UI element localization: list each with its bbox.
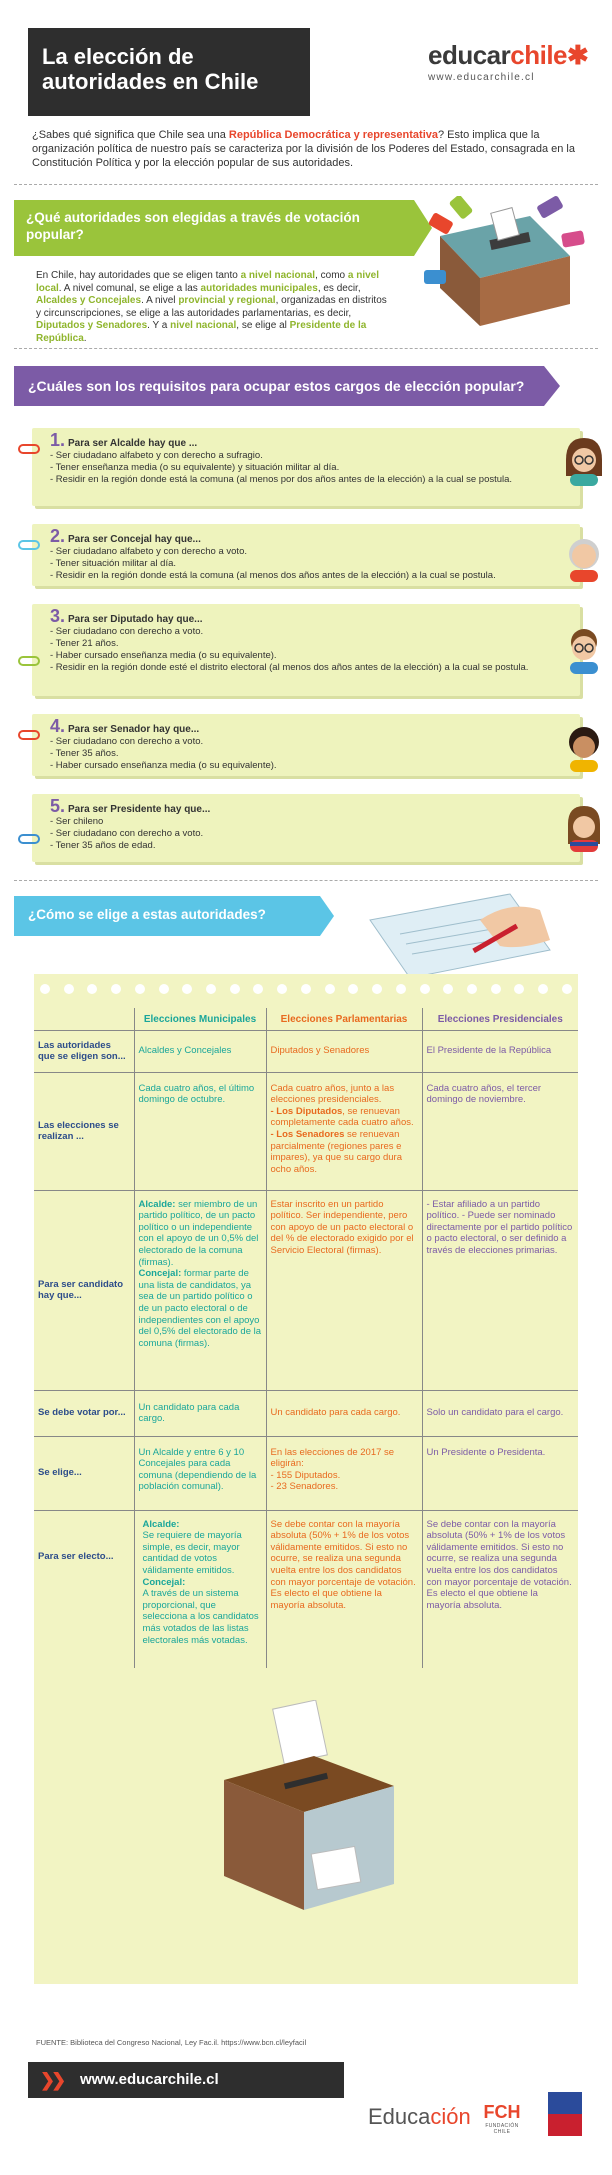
section3-heading: ¿Cómo se elige a estas autoridades? (14, 896, 320, 936)
cell: Un Alcalde y entre 6 y 10 Concejales para cada comuna (dependiendo de la población comunal). (134, 1436, 266, 1510)
col-header-parlamentarias: Elecciones Parlamentarias (266, 1008, 422, 1030)
corner-cell (34, 1008, 134, 1030)
title-line-2: autoridades en Chile (42, 69, 259, 94)
col-header-municipales: Elecciones Municipales (134, 1008, 266, 1030)
row-label: Para ser candidato hay que... (38, 1278, 124, 1302)
table-header-row (34, 1008, 578, 1030)
fundacion-chile-logo (478, 2102, 526, 2134)
edu-text-b: ción (430, 2104, 471, 2129)
intro-highlight: República Democrática y representativa (228, 129, 438, 141)
cell (266, 1072, 422, 1190)
card-title: Para ser Diputado hay que... (68, 614, 203, 625)
text: Cada cuatro años, junto a las elecciones presidenciales. (270, 1082, 395, 1106)
col-header-presidenciales: Elecciones Presidenciales (422, 1008, 578, 1030)
row-label: Para ser electo... (38, 1550, 114, 1562)
card-number: 2. (50, 526, 66, 546)
card-line: - Ser ciudadano con derecho a voto. (50, 736, 204, 747)
card-line: - Residir en la región donde está la comuna (al menos dos años antes de la elección) a la cual se postula. (50, 570, 496, 581)
card-title: Para ser Senador hay que... (68, 724, 200, 735)
table-row (34, 1072, 578, 1190)
table-row (34, 1436, 578, 1510)
fch-subtext: FUNDACIÓN CHILE (485, 2123, 519, 2135)
cell (266, 1436, 422, 1510)
s1-h2: a nivel local (36, 270, 380, 294)
paperclip-icon (18, 834, 40, 844)
cell: Un candidato para cada cargo. (134, 1390, 266, 1436)
card-number: 5. (50, 796, 66, 816)
card-line: - Ser ciudadano con derecho a voto. (50, 626, 204, 637)
card-line: - Residir en la región donde esté el distrito electoral (al menos dos años antes de la elección) a la cual se postula. (50, 662, 529, 673)
card-line: - Tener 35 años. (50, 748, 119, 759)
logo-url: www.educarchile.cl (428, 72, 535, 83)
section2-heading: ¿Cuáles son los requisitos para ocupar estos cargos de elección popular? (14, 366, 544, 406)
intro-text-2: ? Esto implica que la organización política de nuestro país se caracteriza por la división de los Poderes del Estado, consagrada en la Constitución Política y por la elección popular de sus autoridades. (32, 129, 575, 169)
paperclip-icon (18, 540, 40, 550)
s1-h7: nivel nacional (170, 320, 237, 331)
text: , se renuevan completamente cada cuatro años. (270, 1105, 414, 1129)
edu-text-a: Educa (368, 2104, 431, 2129)
woman-dark-hair-avatar-icon (562, 722, 606, 772)
card-line: - Ser ciudadano alfabeto y con derecho a voto. (50, 546, 247, 557)
text: Se requiere de mayoría simple, es decir, mayor cantidad de votos válidamente emitidos. (142, 1530, 242, 1576)
ballot-box-hands-illustration (420, 196, 590, 338)
cell: - Estar afiliado a un partido político. - Puede ser nominado directamente por el partido político o pacto electoral, o ser definido a través de elecciones primarias. (422, 1190, 578, 1390)
text: ser miembro de un partido político, de un pacto político o un independiente con el apoyo de un 0,5% del electorado de la comuna (firmas). (138, 1198, 259, 1268)
cell: Se debe contar con la mayoría absoluta (50% + 1% de los votos válidamente emitidos. Si esto no ocurre, se realiza una segunda vuelta entre los dos candidatos con mayor porcentaje de votación. Es electo el que obtiene la mayoría absoluta. (422, 1510, 578, 1668)
table-row (34, 1030, 578, 1072)
s1-t1: En Chile, hay autoridades que se eligen tanto (36, 270, 241, 281)
notebook-holes (40, 984, 572, 996)
table-row (34, 1390, 578, 1436)
card-number: 4. (50, 716, 66, 736)
elections-table (34, 1008, 578, 1668)
text: Concejal: (142, 1576, 186, 1588)
cell: Cada cuatro años, el tercer domingo de noviembre. (422, 1072, 578, 1190)
intro-paragraph (32, 128, 592, 170)
ministerio-educacion-logo (548, 2092, 582, 2136)
card-number: 3. (50, 606, 66, 626)
educacion-logo (368, 2104, 471, 2130)
cell: Alcaldes y Concejales (134, 1030, 266, 1072)
divider (14, 184, 598, 185)
cell (134, 1190, 266, 1390)
cell: Cada cuatro años, el último domingo de octubre. (134, 1072, 266, 1190)
card-line: - Tener 21 años. (50, 638, 119, 649)
paperclip-icon (18, 730, 40, 740)
double-chevron-icon: ❯❯ (40, 2070, 63, 2090)
man-glasses-avatar-icon (562, 624, 606, 674)
card-line: - Ser ciudadano alfabeto y con derecho a sufragio. (50, 450, 263, 461)
card-line: - Haber cursado enseñanza media (o su equivalente). (50, 650, 277, 661)
text: - Los Senadores (270, 1128, 345, 1140)
requirement-card-presidente (32, 794, 580, 862)
fch-text: FCH (483, 2102, 521, 2122)
cell: Solo un candidato para el cargo. (422, 1390, 578, 1436)
ballot-box-illustration (214, 1700, 404, 1930)
row-label: Las autoridades que se eligen son... (38, 1039, 126, 1063)
s1-h5: provincial y regional (178, 295, 276, 306)
intro-text-1: ¿Sabes qué significa que Chile sea una (32, 129, 229, 141)
text: A través de un sistema proporcional, que selecciona a los candidatos más votados de las listas electorales más votadas. (142, 1588, 259, 1646)
s1-h3: autoridades municipales (200, 282, 318, 294)
paperclip-icon (18, 656, 40, 666)
page-title (28, 28, 310, 116)
cell: Diputados y Senadores (266, 1030, 422, 1072)
card-line: - Haber cursado enseñanza media (o su equivalente). (50, 760, 277, 771)
card-title: Para ser Alcalde hay que ... (68, 438, 198, 449)
source-citation: FUENTE: Biblioteca del Congreso Nacional, Ley Fac.il. https://www.bcn.cl/leyfacil (36, 2038, 307, 2047)
hand-writing-document-illustration (360, 880, 560, 980)
card-title: Para ser Concejal hay que... (68, 534, 201, 545)
cell (134, 1510, 266, 1668)
s1-t8: , se elige al (236, 320, 290, 331)
card-line: - Tener enseñanza media (o su equivalente) y situación militar al día. (50, 462, 340, 473)
requirement-card-diputado (32, 604, 580, 696)
row-label: Se debe votar por... (38, 1407, 126, 1419)
footer-url-link[interactable] (28, 2062, 344, 2098)
row-label: Se elige... (38, 1467, 82, 1479)
card-line: - Tener situación militar al día. (50, 558, 177, 569)
text: se renuevan parcialmente (regiones pares e impares), ya que su cargo dura ocho años. (270, 1128, 402, 1175)
s1-t7: . Y a (147, 320, 171, 331)
card-number: 1. (50, 430, 66, 450)
s1-t2: , como (315, 270, 348, 281)
cell: Un candidato para cada cargo. (266, 1390, 422, 1436)
text: Alcalde: (138, 1198, 176, 1210)
requirement-card-senador (32, 714, 580, 776)
cell: Un Presidente o Presidenta. (422, 1436, 578, 1510)
woman-president-avatar-icon (562, 802, 606, 852)
text: Concejal: (138, 1268, 182, 1280)
s1-h8: Presidente de la República (36, 320, 367, 344)
requirement-card-concejal (32, 524, 580, 586)
card-line: - Residir en la región donde está la comuna (al menos por dos años antes de la elección) a la cual se postula. (50, 474, 513, 485)
table-row (34, 1190, 578, 1390)
logo-text-a: educar (428, 40, 511, 70)
card-line: - Tener 35 años de edad. (50, 840, 156, 851)
logo-star-icon: ✱ (567, 40, 589, 70)
text: formar parte de una lista de candidatos, ya sea de un partido político o de un pacto electoral o de independientes con el apoyo del 0,5% del electorado de la comuna (firmas). (138, 1268, 262, 1349)
paperclip-icon (18, 444, 40, 454)
section1-paragraph (36, 270, 391, 345)
s1-t4: , es decir, (317, 282, 361, 294)
logo-text-b: chile (510, 40, 568, 70)
text: En las elecciones de 2017 se eligirán: (270, 1446, 395, 1470)
table-row (34, 1510, 578, 1668)
s1-t3: . A nivel comunal, se elige a las (58, 282, 201, 294)
requirement-card-alcalde (32, 428, 580, 506)
s1-t5: . A nivel (141, 295, 179, 306)
title-line-1: La elección de (42, 44, 194, 69)
text: Alcalde: (142, 1518, 180, 1530)
s1-t9: . (83, 332, 87, 344)
cell: El Presidente de la República (422, 1030, 578, 1072)
cell: Se debe contar con la mayoría absoluta (50% + 1% de los votos válidamente emitidos. Si esto no ocurre, se realiza una segunda vuelta entre los dos candidatos con mayor porcentaje de votación. Es electo el que obtiene la mayoría absoluta. (266, 1510, 422, 1668)
educarchile-logo[interactable] (428, 40, 598, 88)
cell: Estar inscrito en un partido político. Ser independiente, pero con apoyo de un pacto electoral o del % de electorado exigido por el Servicio Electoral (firmas). (266, 1190, 422, 1390)
older-man-avatar-icon (562, 532, 606, 582)
text: - 155 Diputados. (270, 1469, 341, 1481)
card-title: Para ser Presidente hay que... (68, 804, 211, 815)
divider (14, 348, 598, 349)
section1-heading: ¿Qué autoridades son elegidas a través de votación popular? (14, 200, 414, 256)
text: - Los Diputados (270, 1105, 343, 1117)
text: - 23 Senadores. (270, 1481, 339, 1493)
s1-t6: , organizadas en distritos y circunscripciones, se elige a las autoridades parlamentarias, es decir, (36, 295, 387, 319)
card-line: - Ser ciudadano con derecho a voto. (50, 828, 204, 839)
s1-h6: Diputados y Senadores (36, 320, 148, 331)
s1-h4: Alcaldes y Concejales (36, 295, 142, 306)
woman-glasses-avatar-icon (562, 436, 606, 486)
row-label: Las elecciones se realizan ... (38, 1119, 119, 1143)
s1-h1: a nivel nacional (240, 270, 316, 281)
footer-url-text: www.educarchile.cl (80, 2071, 219, 2088)
card-line: - Ser chileno (50, 816, 104, 827)
